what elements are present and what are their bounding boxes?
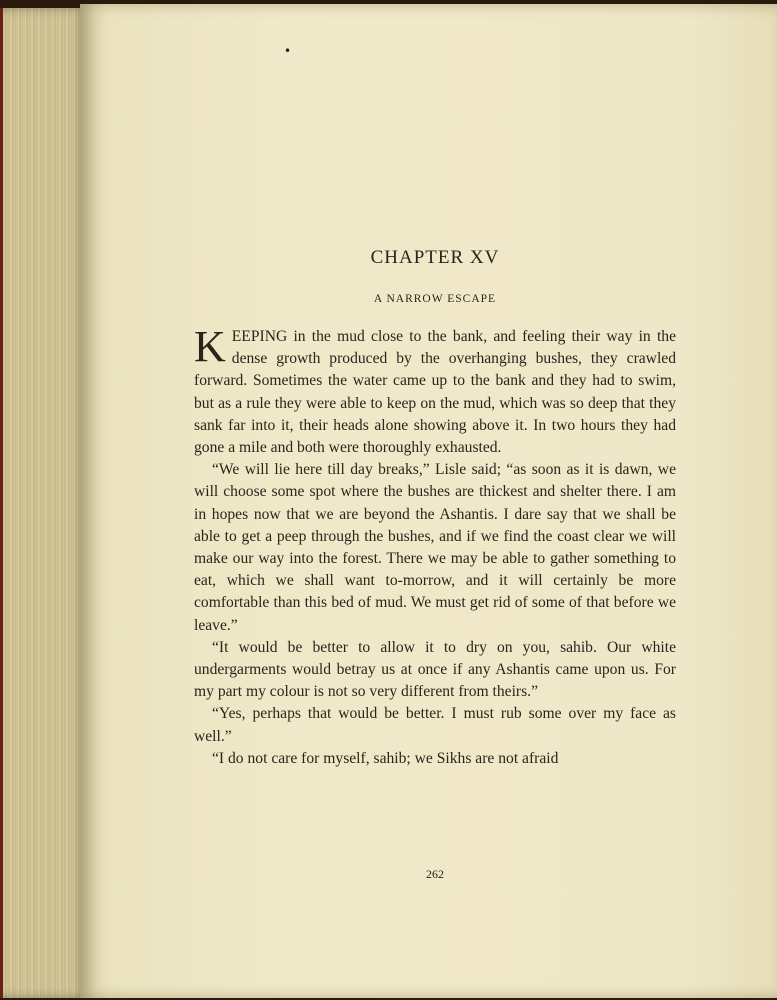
page-content [194, 4, 676, 998]
chapter-title: CHAPTER XV [370, 247, 500, 268]
paragraph-1 [194, 322, 676, 459]
paragraph-3: “It would be better to allow it to dry on you, sahib. Our white undergarments would betray us at once if any Ashantis came upon us. For my part my colour is not so very different from theirs.” [194, 638, 676, 701]
chapter-body [194, 322, 676, 770]
first-word: EEPING [231, 328, 288, 345]
drop-cap: K [194, 322, 226, 371]
page-edges [0, 8, 87, 998]
paragraph-5: “I do not care for myself, sahib; we Sikhs are not afraid [212, 749, 559, 767]
page-number: 262 [426, 867, 444, 881]
chapter-subtitle: A NARROW ESCAPE [373, 293, 497, 305]
book-page [80, 4, 777, 998]
paragraph-1-text: in the mud close to the bank, and feeling their way in the dense growth produced by the overhanging bushes, they crawled forward. Sometimes the water came up to the bank and they had to swim, but as a rule they were able to keep on the mud, which was so deep that they sank far into it, their heads alone showing above it. In two hours they had gone a mile and both were thoroughly exhausted. [194, 328, 676, 457]
paragraph-4: “Yes, perhaps that would be better. I must rub some over my face as well.” [194, 705, 676, 745]
page-mark: • [284, 44, 292, 58]
paragraph-2: “We will lie here till day breaks,” Lisle said; “as soon as it is dawn, we will choose some spot where the bushes are thickest and shelter there. I am in hopes now that we are beyond the Ashantis. I dare say that we shall be able to get a peep through the bushes, and if we find the coast clear we will make our way into the forest. There we may be able to gather something to eat, which we shall want to-morrow, and it will certainly be more comfortable than this bed of mud. We must get rid of some of that before we leave.” [194, 461, 676, 634]
